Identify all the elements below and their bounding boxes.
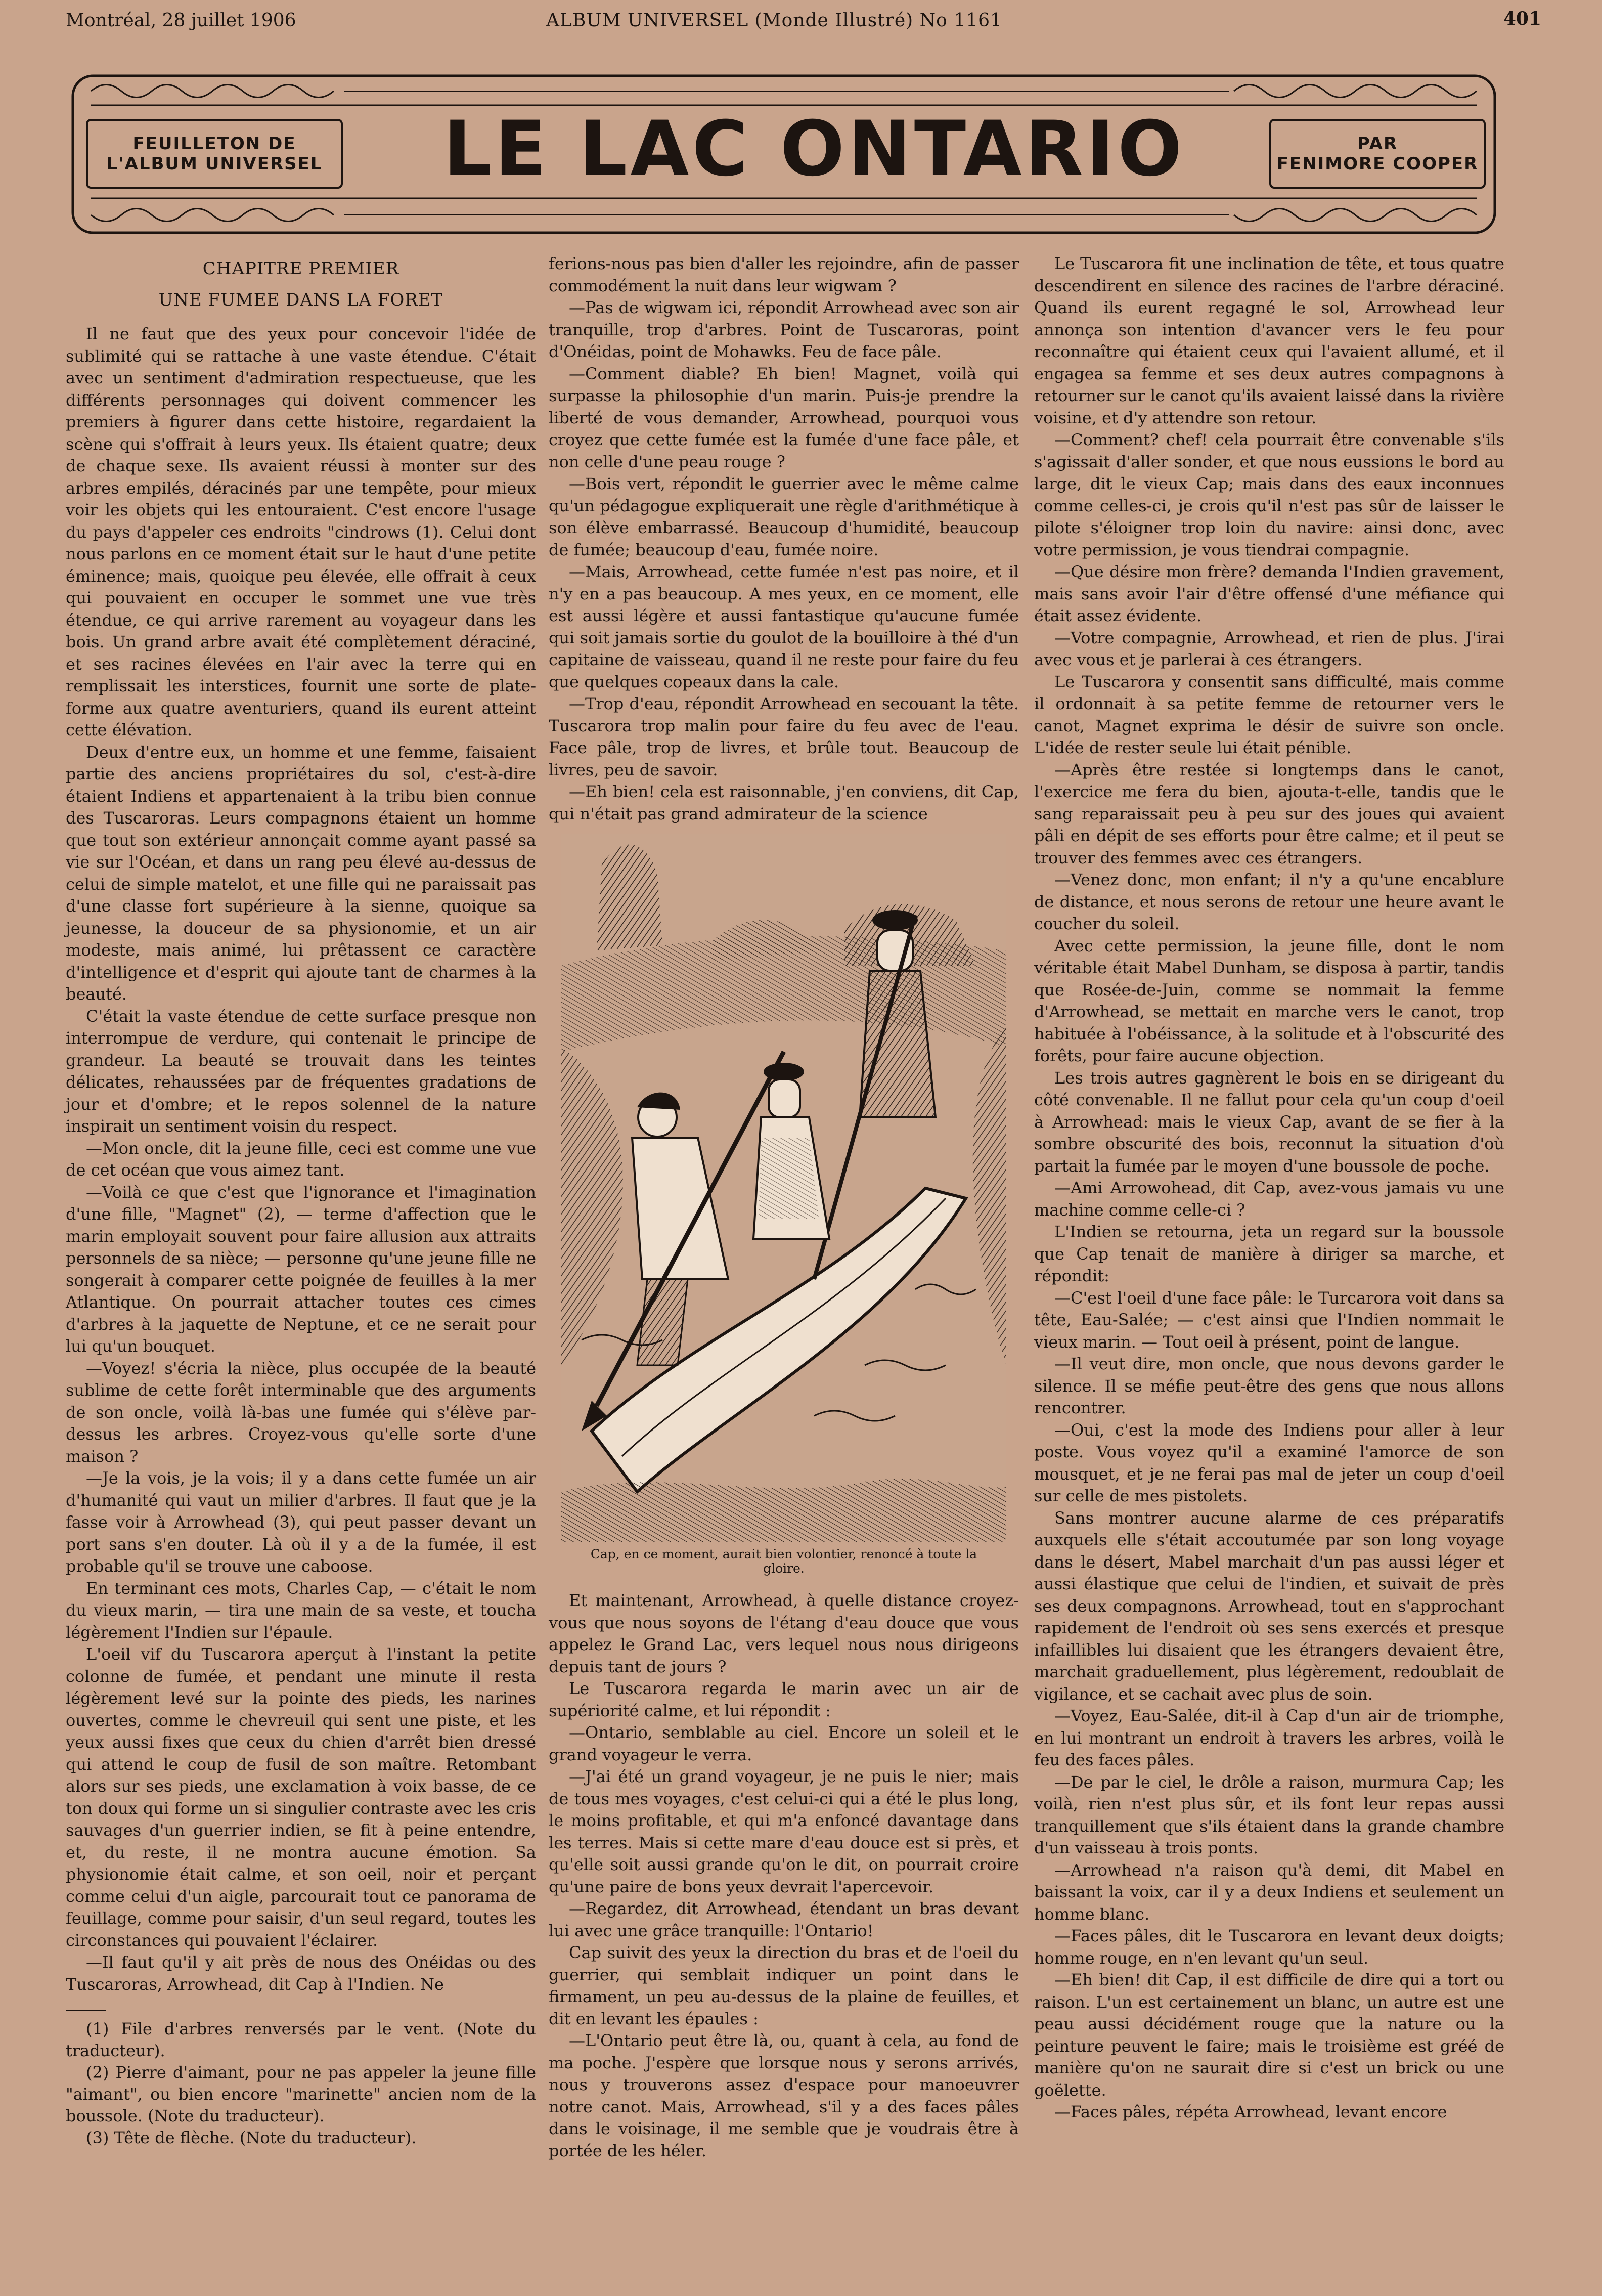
footnote-rule (66, 2010, 106, 2011)
story-title: LE LAC ONTARIO (443, 105, 1185, 193)
paragraph: —Oui, c'est la mode des Indiens pour aller à leur poste. Vous voyez qu'il a examiné l'amorce de son mousquet, et je ne ferai pas mal de jeter un coup d'oeil sur celle de mes pistolets. (1034, 1420, 1504, 1505)
page-header (66, 5, 1541, 35)
footnote: (2) Pierre d'aimant, pour ne pas appeler la jeune fille "aimant", ou bien encore "marinette" ancien nom de la boussole. (Note du traducteur). (66, 2063, 536, 2126)
header-publication: ALBUM UNIVERSEL (Monde Illustré) No 1161 (546, 10, 1002, 31)
paragraph: —Voyez, Eau-Salée, dit-il à Cap d'un air de triomphe, en lui montrant un endroit à travers les arbres, voilà le feu des faces pâles. (1034, 1706, 1504, 1769)
paragraph: —Regardez, dit Arrowhead, étendant un bras devant lui avec une grâce tranquille: l'Ontario! (549, 1899, 1019, 1940)
chapter-heading: CHAPITRE PREMIER (202, 258, 399, 279)
paragraph: —Voyez! s'écria la nièce, plus occupée de la beauté sublime de cette forêt interminable que des arguments de son oncle, voilà là-bas une fumée qui s'élève par-dessus les arbres. Croyez-vous qu'elle sorte d'une maison ? (66, 1358, 536, 1466)
paragraph: Le Tuscarora regarda le marin avec un air de supériorité calme, et lui répondit : (549, 1679, 1019, 1720)
paragraph: Il ne faut que des yeux pour concevoir l'idée de sublimité qui se rattache à une vaste étendue. C'était avec un sentiment d'admiration respectueuse, que les différents personnages qui doivent commencer les premiers à figurer dans cette histoire, regardaient la scène qui s'offrait à leurs yeux. Ils étaient quatre; deux de chaque sexe. Ils avaient réussi à monter sur des arbres empilés, déracinés par une tempête, pour mieux voir les objets qui les entouraient. C'est encore l'usage du pays d'appeler ces endroits "cindrows (1). Celui dont nous parlons en ce moment était sur le haut d'une petite éminence; mais, quoique peu élevée, elle offrait à ceux qui pouvaient en occuper le sommet une vue très étendue, ce qui arrive rarement au voyageur dans les bois. Un grand arbre avait été complètement déraciné, et ses racines élevées en l'air avec la terre qui en remplissait les interstices, fournit une sorte de plate-forme aux quatre aventuriers, quand ils eurent atteint cette élévation. (66, 324, 536, 740)
header-date: Montréal, 28 juillet 1906 (66, 10, 296, 31)
paragraph: —Bois vert, répondit le guerrier avec le même calme qu'un pédagogue expliquerait une règle d'arithmétique à son élève embarrassé. Beaucoup d'humidité, beaucoup de fumée; beaucoup d'eau, fumée noire. (549, 474, 1019, 559)
paragraph: —L'Ontario peut être là, ou, quant à cela, au fond de ma poche. J'espère que lorsque nous y serons arrivés, nous y trouverons assez d'espace pour manoeuvrer notre canot. Mais, Arrowhead, s'il y a des faces pâles dans le voisinage, il me semble que je voudrais être à portée de les héler. (549, 2031, 1019, 2160)
paragraph: —Eh bien! cela est raisonnable, j'en conviens, dit Cap, qui n'était pas grand admirateur de la science (549, 782, 1019, 824)
author-label (1269, 119, 1486, 189)
paragraph: —Il veut dire, mon oncle, que nous devons garder le silence. Il se méfie peut-être des gens que nous allons rencontrer. (1034, 1354, 1504, 1417)
paragraph: —Voilà ce que c'est que l'ignorance et l'imagination d'une fille, "Magnet" (2), — terme d'affection que le marin employait souvent pour faire allusion aux attraits personnels de sa nièce; — personne qu'une jeune fille ne songerait à comparer cette poignée de feuilles à la mer Atlantique. On pourrait attacher toutes ces cimes d'arbres à la jaquette de Neptune, et ce ne serait pour lui qu'un bouquet. (66, 1182, 536, 1356)
paragraph: —Ami Arrowohead, dit Cap, avez-vous jamais vu une machine comme celle-ci ? (1034, 1178, 1504, 1220)
feuilleton-line1: FEUILLETON DE (132, 134, 296, 154)
paragraph: —Que désire mon frère? demanda l'Indien gravement, mais sans avoir l'air d'être offensé d'une méfiance qui était assez évidente. (1034, 562, 1504, 625)
column-1 (66, 253, 536, 2149)
paragraph: Et maintenant, Arrowhead, à quelle distance croyez-vous que nous soyons de l'étang d'eau douce que vous appelez le Grand Lac, vers lequel nous nous dirigeons depuis tant de jours ? (549, 1591, 1019, 1676)
feuilleton-line2: L'ALBUM UNIVERSEL (106, 154, 323, 174)
canoe-illustration (561, 834, 1006, 1542)
paragraph: —Pas de wigwam ici, répondit Arrowhead avec son air tranquille, trop d'arbres. Point de Tuscaroras, point d'Onéidas, point de Mohawks. Feu de face pâle. (549, 298, 1019, 361)
paragraph: En terminant ces mots, Charles Cap, — c'était le nom du vieux marin, — tira une main de sa veste, et toucha légèrement l'Indien sur l'épaule. (66, 1578, 536, 1642)
paragraph: Cap suivit des yeux la direction du bras et de l'oeil du guerrier, qui semblait indiquer un point dans le firmament, un peu au-dessus de la plaine de feuilles, et dit en levant les épaules : (549, 1943, 1019, 2028)
paragraph: —De par le ciel, le drôle a raison, murmura Cap; les voilà, rien n'est plus sûr, et ils font leur repas aussi tranquillement que s'ils étaient dans la grande chambre d'un vaisseau à trois ponts. (1034, 1772, 1504, 1857)
paragraph: —Mon oncle, dit la jeune fille, ceci est comme une vue de cet océan que vous aimez tant. (66, 1138, 536, 1180)
paragraph: —Faces pâles, dit le Tuscarora en levant deux doigts; homme rouge, en n'en levant qu'un seul. (1034, 1926, 1504, 1968)
footnote: (1) File d'arbres renversés par le vent. (Note du traducteur). (66, 2019, 536, 2060)
author-line1: PAR (1357, 134, 1398, 154)
paragraph: —C'est l'oeil d'une face pâle: le Turcarora voit dans sa tête, Eau-Salée; — c'est ainsi que l'Indien nommait le vieux marin. — Tout oeil à présent, point de langue. (1034, 1288, 1504, 1352)
paragraph: Deux d'entre eux, un homme et une femme, faisaient partie des anciens propriétaires du sol, c'est-à-dire étaient Indiens et appartenaient à la tribu bien connue des Tuscaroras. Leurs compagnons étaient un homme que tout son extérieur annonçait comme ayant passé sa vie sur l'Océan, et dans un rang peu élevé au-dessus de celui de simple matelot, et une fille qui ne paraissait pas d'une classe fort supérieure à la sienne, quoique sa jeunesse, la douceur de sa physionomie, et un air modeste, mais animé, lui prêtassent ce caractère d'intelligence et d'esprit qui ajoute tant de charmes à la beauté. (66, 742, 536, 1004)
paragraph: Les trois autres gagnèrent le bois en se dirigeant du côté convenable. Il ne fallut pour cela qu'un coup d'oeil à Arrowhead: mais le vieux Cap, avant de se fier à la sombre obscurité des bois, reconnut la situation d'où partait la fumée par le moyen d'une boussole de poche. (1034, 1068, 1504, 1176)
paragraph: —Après être restée si longtemps dans le canot, l'exercice me fera du bien, ajouta-t-elle, tandis que le sang reparaissait peu à peu sur des joues qui avaient pâli en dépit de ses efforts pour être calme; et il peut se trouver des femmes avec ces étrangers. (1034, 760, 1504, 868)
author-line2: FENIMORE COOPER (1276, 154, 1479, 174)
paragraph: —Votre compagnie, Arrowhead, et rien de plus. J'irai avec vous et je parlerai à ces étrangers. (1034, 628, 1504, 669)
illustration-caption: Cap, en ce moment, aurait bien volontier, renoncé à toute la gloire. (590, 1547, 977, 1576)
paragraph: —Comment diable? Eh bien! Magnet, voilà qui surpasse la philosophie d'un marin. Puis-je prendre la liberté de vous demander, Arrowhead, pourquoi vous croyez que cette fumée est la fumée d'une face pâle, et non celle d'une peau rouge ? (549, 364, 1019, 471)
paragraph: C'était la vaste étendue de cette surface presque non interrompue de verdure, qui contenait le principe de grandeur. La beauté se trouvait dans les teintes délicates, rehaussées par de fréquentes gradations de jour et d'ombre; et le repos solennel de la nature inspirait un sentiment voisin du respect. (66, 1006, 536, 1136)
paragraph: —Mais, Arrowhead, cette fumée n'est pas noire, et il n'y en a pas beaucoup. A mes yeux, en ce moment, elle est aussi légère et aussi fantastique qu'aucune fumée qui soit jamais sortie du goulot de la bouilloire à thé d'un capitaine de vaisseau, quand il ne reste pour faire du feu que quelques copeaux dans la cale. (549, 562, 1019, 691)
paragraph: Le Tuscarora fit une inclination de tête, et tous quatre descendirent en silence des racines de l'arbre déraciné. Quand ils eurent regagné le sol, Arrowhead leur annonça son intention d'avancer vers le feu pour reconnaître qui étaient ceux qui l'avaient allumé, et il engagea sa femme et ses deux autres compagnons à retourner sur le canot qu'ils avaient laissé dans la rivière voisine, et d'y attendre son retour. (1034, 254, 1504, 427)
paragraph: Avec cette permission, la jeune fille, dont le nom véritable était Mabel Dunham, se disposa à partir, tandis que Rosée-de-Juin, comme se nommait la femme d'Arrowhead, se mettait en marche vers le canot, trop habituée à l'obéissance, à la solitude et à l'obscurité des forêts, pour faire aucune objection. (1034, 936, 1504, 1065)
title-banner (71, 66, 1497, 243)
column-2 (549, 253, 1019, 2162)
paragraph: —Il faut qu'il y ait près de nous des Onéidas ou des Tuscaroras, Arrowhead, dit Cap à l'Indien. Ne (66, 1953, 536, 1994)
column-3 (1034, 253, 1504, 2124)
paragraph: —Ontario, semblable au ciel. Encore un soleil et le grand voyageur le verra. (549, 1723, 1019, 1764)
paragraph: —Je la vois, je la vois; il y a dans cette fumée un air d'humanité qui vaut un milier d'arbres. Il faut que je la fasse voir à Arrowhead (3), qui peut passer devant un port sans s'en douter. Là où il y a de la fumée, il est probable qu'il se trouve une caboose. (66, 1468, 536, 1576)
paragraph: ferions-nous pas bien d'aller les rejoindre, afin de passer commodément la nuit dans leur wigwam ? (549, 254, 1019, 295)
paragraph: —Arrowhead n'a raison qu'à demi, dit Mabel en baissant la voix, car il y a deux Indiens et seulement un homme blanc. (1034, 1860, 1504, 1924)
paragraph: L'Indien se retourna, jeta un regard sur la boussole que Cap tenait de manière à diriger sa marche, et répondit: (1034, 1222, 1504, 1285)
paragraph: —Comment? chef! cela pourrait être convenable s'ils s'agissait d'aller sonder, et que nous eussions le bord au large, dit le vieux Cap; mais dans des eaux inconnues comme celles-ci, je crois qu'il n'est pas sûr de laisser le pilote s'éloigner trop loin du navire: ainsi donc, avec votre permission, je vous tiendrai compagnie. (1034, 430, 1504, 559)
chapter-subtitle: UNE FUMEE DANS LA FORET (158, 289, 443, 310)
canoe-engraving-icon (561, 834, 1006, 1542)
paragraph: —Faces pâles, répéta Arrowhead, levant encore (1054, 2102, 1447, 2121)
paragraph: L'oeil vif du Tuscarora aperçut à l'instant la petite colonne de fumée, et pendant une minute il resta légèrement levé sur la pointe des pieds, les narines ouvertes, comme le chevreuil qui sent une piste, et les yeux aussi fixes que ceux du chien d'arrêt bien dressé qui attend le coup de fusil de son maître. Retombant alors sur ses pieds, une exclamation à voix basse, de ce ton doux qui forme un si singulier contraste avec les cris sauvages d'un guerrier indien, se fit à peine entendre, et, du reste, il ne montra aucune émotion. Sa physionomie était calme, et son oeil, noir et perçant comme celui d'un aigle, parcourait tout ce panorama de feuillage, comme pour saisir, d'un seul regard, toutes les circonstances qui pouvaient l'éclairer. (66, 1644, 536, 1950)
footnote: (3) Tête de flèche. (Note du traducteur). (86, 2128, 417, 2147)
paragraph: Sans montrer aucune alarme de ces préparatifs auxquels elle s'était accoutumée par son long voyage dans le désert, Mabel marchait d'un pas aussi léger et aussi élastique que celui de l'indien, et suivait de près ses deux compagnons. Arrowhead, tout en s'approchant rapidement de l'endroit où ses sens exercés et presque infaillibles lui disaient que les étrangers devaient être, marchait graduellement, plus légèrement, redoublait de vigilance, et se cachait avec plus de soin. (1034, 1508, 1504, 1704)
page-number: 401 (1503, 8, 1541, 29)
paragraph: —Venez donc, mon enfant; il n'y a qu'une encablure de distance, et nous serons de retour une heure avant le coucher du soleil. (1034, 870, 1504, 933)
paragraph: —Trop d'eau, répondit Arrowhead en secouant la tête. Tuscarora trop malin pour faire du feu avec de l'eau. Face pâle, trop de livres, et brûle tout. Beaucoup de livres, peu de savoir. (549, 694, 1019, 779)
feuilleton-label (86, 119, 343, 189)
paragraph: —Eh bien! dit Cap, il est difficile de dire qui a tort ou raison. L'un est certainement un blanc, un autre est une peau aussi décidément rouge que la nature ou la peinture peuvent le faire; mais le troisième est gréé de manière qu'on ne saurait dire si c'est un brick ou une goëlette. (1034, 1970, 1504, 2100)
paragraph: —J'ai été un grand voyageur, je ne puis le nier; mais de tous mes voyages, c'est celui-ci qui a été le plus long, le moins profitable, et qui m'a enfoncé davantage dans les terres. Mais si cette mare d'eau douce est si près, et qu'elle soit aussi grande qu'on le dit, on pourrait croire qu'une paire de bons yeux devrait l'apercevoir. (549, 1767, 1019, 1896)
paragraph: Le Tuscarora y consentit sans difficulté, mais comme il ordonnait à sa petite femme de retourner vers le canot, Magnet exprima le désir de suivre son oncle. L'idée de rester seule lui était pénible. (1034, 672, 1504, 757)
